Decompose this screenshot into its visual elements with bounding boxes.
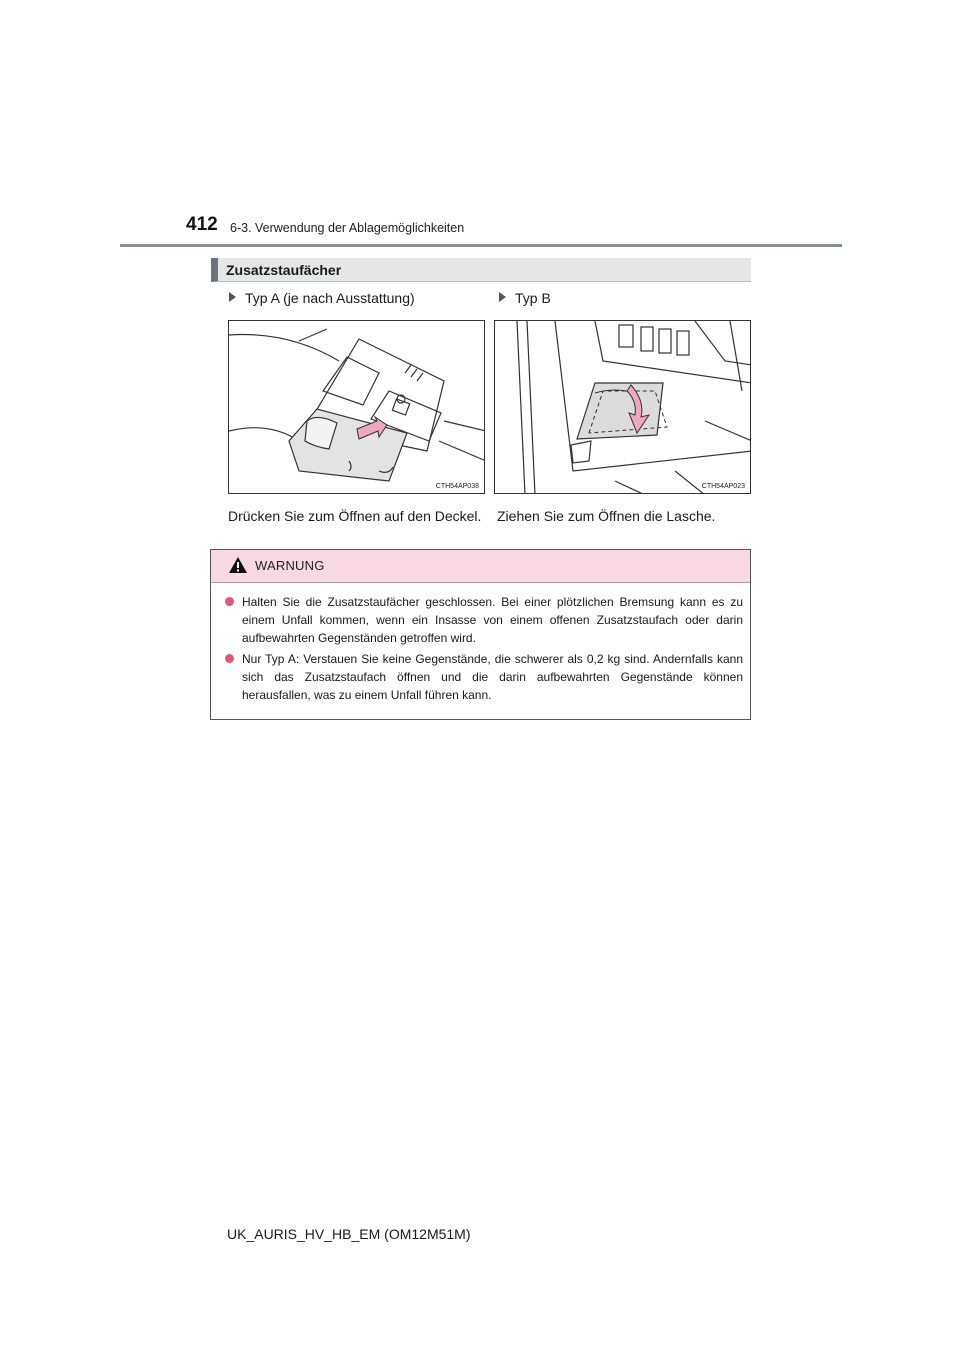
header-rule — [120, 244, 842, 247]
warning-triangle-icon — [228, 556, 248, 574]
section-heading-text: Zusatzstaufächer — [226, 262, 342, 278]
warning-bullet-icon — [225, 597, 234, 606]
figure-type-a — [228, 320, 485, 494]
variant-label-a — [229, 290, 415, 306]
warning-item-text: Halten Sie die Zusatzstaufächer geschlossen. Bei einer plötzlichen Bremsung kann es zu einem Unfall kommen, wenn ein Insasse von einem offenen Zusatzstaufach oder darin aufbewahrten Gegenständen getroffen wird. — [242, 595, 743, 645]
page-number: 412 — [186, 214, 218, 235]
triangle-bullet-icon — [229, 292, 236, 302]
figure-code-b: CTH54AP023 — [701, 483, 745, 490]
overhead-console-illustration — [229, 321, 485, 494]
variant-label-a-text: Typ A (je nach Ausstattung) — [245, 290, 415, 306]
variant-label-b — [499, 290, 551, 306]
triangle-bullet-icon — [499, 292, 506, 302]
warning-box — [210, 549, 751, 720]
caption-type-a: Drücken Sie zum Öffnen auf den Deckel. — [228, 508, 482, 524]
warning-header — [211, 550, 750, 583]
warning-item — [225, 593, 743, 647]
figure-type-b — [494, 320, 751, 494]
section-heading — [211, 258, 751, 282]
warning-item-text: Nur Typ A: Verstauen Sie keine Gegenstände, die schwerer als 0,2 kg sind. Andernfalls kann sich das Zusatzstaufach öffnen und die darin aufbewahrten Gegenstände können herausfallen, was zu einem Unfall führen kann. — [242, 652, 743, 702]
chapter-title: 6-3. Verwendung der Ablagemöglichkeiten — [230, 221, 465, 235]
dashboard-compartment-illustration — [495, 321, 751, 494]
warning-bullet-icon — [225, 654, 234, 663]
warning-title: WARNUNG — [255, 558, 325, 573]
variant-label-b-text: Typ B — [515, 290, 551, 306]
warning-item — [225, 650, 743, 704]
manual-code: UK_AURIS_HV_HB_EM (OM12M51M) — [227, 1226, 471, 1242]
figure-code-a: CTH54AP038 — [435, 483, 479, 490]
caption-type-b: Ziehen Sie zum Öffnen die Lasche. — [497, 508, 716, 524]
